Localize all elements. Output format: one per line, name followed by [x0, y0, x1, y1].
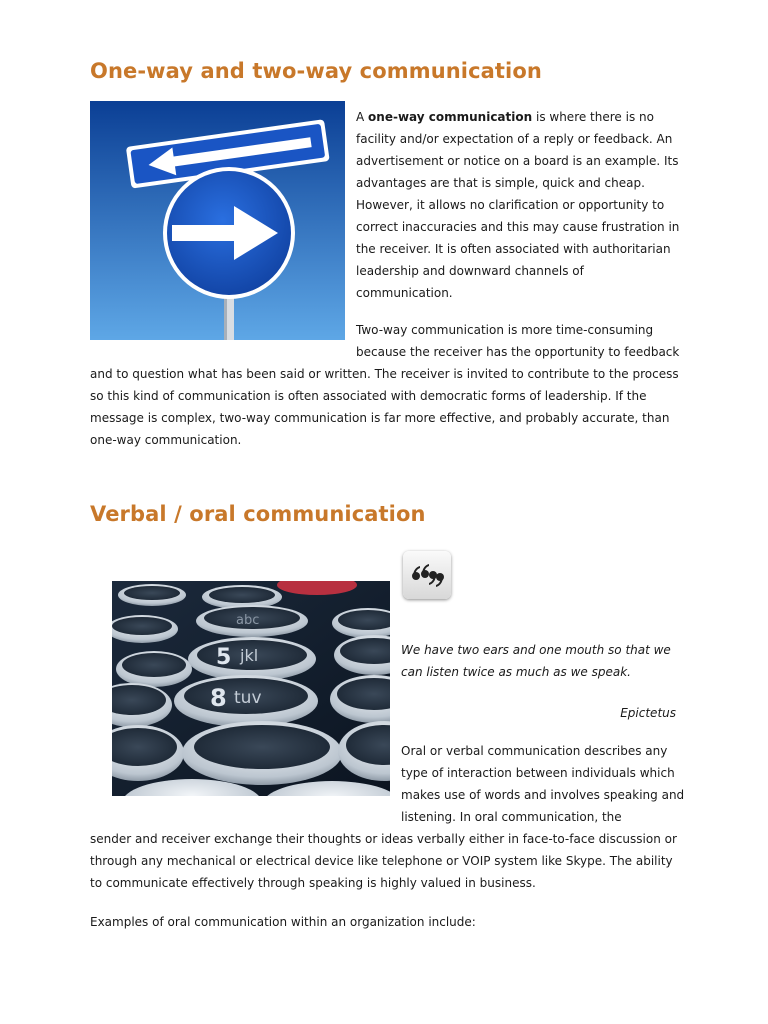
oral-communication-paragraph-continued: sender and receiver exchange their thoughts or ideas verbally either in face-to-face discussion or through any mechanical or electrical device like telephone or VOIP system like Skype. The ability to communicate effectively through speaking is highly valued in business.: [90, 832, 677, 890]
one-way-description: [356, 106, 682, 304]
section-title-verbal: Verbal / oral communication: [90, 502, 426, 526]
oral-communication-paragraph-start: Oral or verbal communication describes any type of interaction between individuals which makes use of words and involves speaking and listening. In oral communication, the: [401, 744, 685, 824]
epictetus-quote: We have two ears and one mouth so that we can listen twice as much as we speak.: [401, 643, 671, 679]
intro-rest: is where there is no facility and/or expectation of a reply or feedback. An advertisement or notice on a board is an example. Its advantages are that is simple, quick and cheap. However, it allows no clarification or opportunity to correct inaccuracies and this may cause frustration in the receiver. It is often associated with authoritarian leadership and downward channels of communication.: [356, 110, 680, 300]
keypad-image: [112, 581, 390, 796]
section-title-one-way: One-way and two-way communication: [90, 59, 542, 83]
keypad-label-abc: abc: [236, 613, 260, 628]
two-way-paragraph-start: Two-way communication is more time-consuming because the receiver has the opportunity to feedback: [356, 323, 680, 359]
quote-marks-icon: [403, 551, 451, 599]
one-way-term: one-way communication: [368, 110, 533, 124]
keypad-label-tuv: tuv: [234, 688, 262, 708]
intro-prefix: A: [356, 110, 369, 124]
road-sign-photo: [90, 101, 345, 340]
keypad-photo: [112, 581, 390, 796]
two-way-paragraph-continued: and to question what has been said or written. The receiver is invited to contribute to the process so this kind of communication is often associated with democratic forms of leadership. If the message is complex, two-way communication is far more effective, and probably accurate, than one-way communication.: [90, 367, 679, 447]
quote-glyph: [409, 561, 445, 589]
keypad-label-jkl: jkl: [240, 646, 259, 665]
road-sign-image: [90, 101, 345, 340]
keypad-label-5: 5: [216, 645, 232, 670]
keypad-label-8: 8: [210, 684, 227, 712]
quote-author: Epictetus: [620, 706, 676, 720]
oral-examples-intro: Examples of oral communication within an organization include:: [90, 915, 476, 929]
